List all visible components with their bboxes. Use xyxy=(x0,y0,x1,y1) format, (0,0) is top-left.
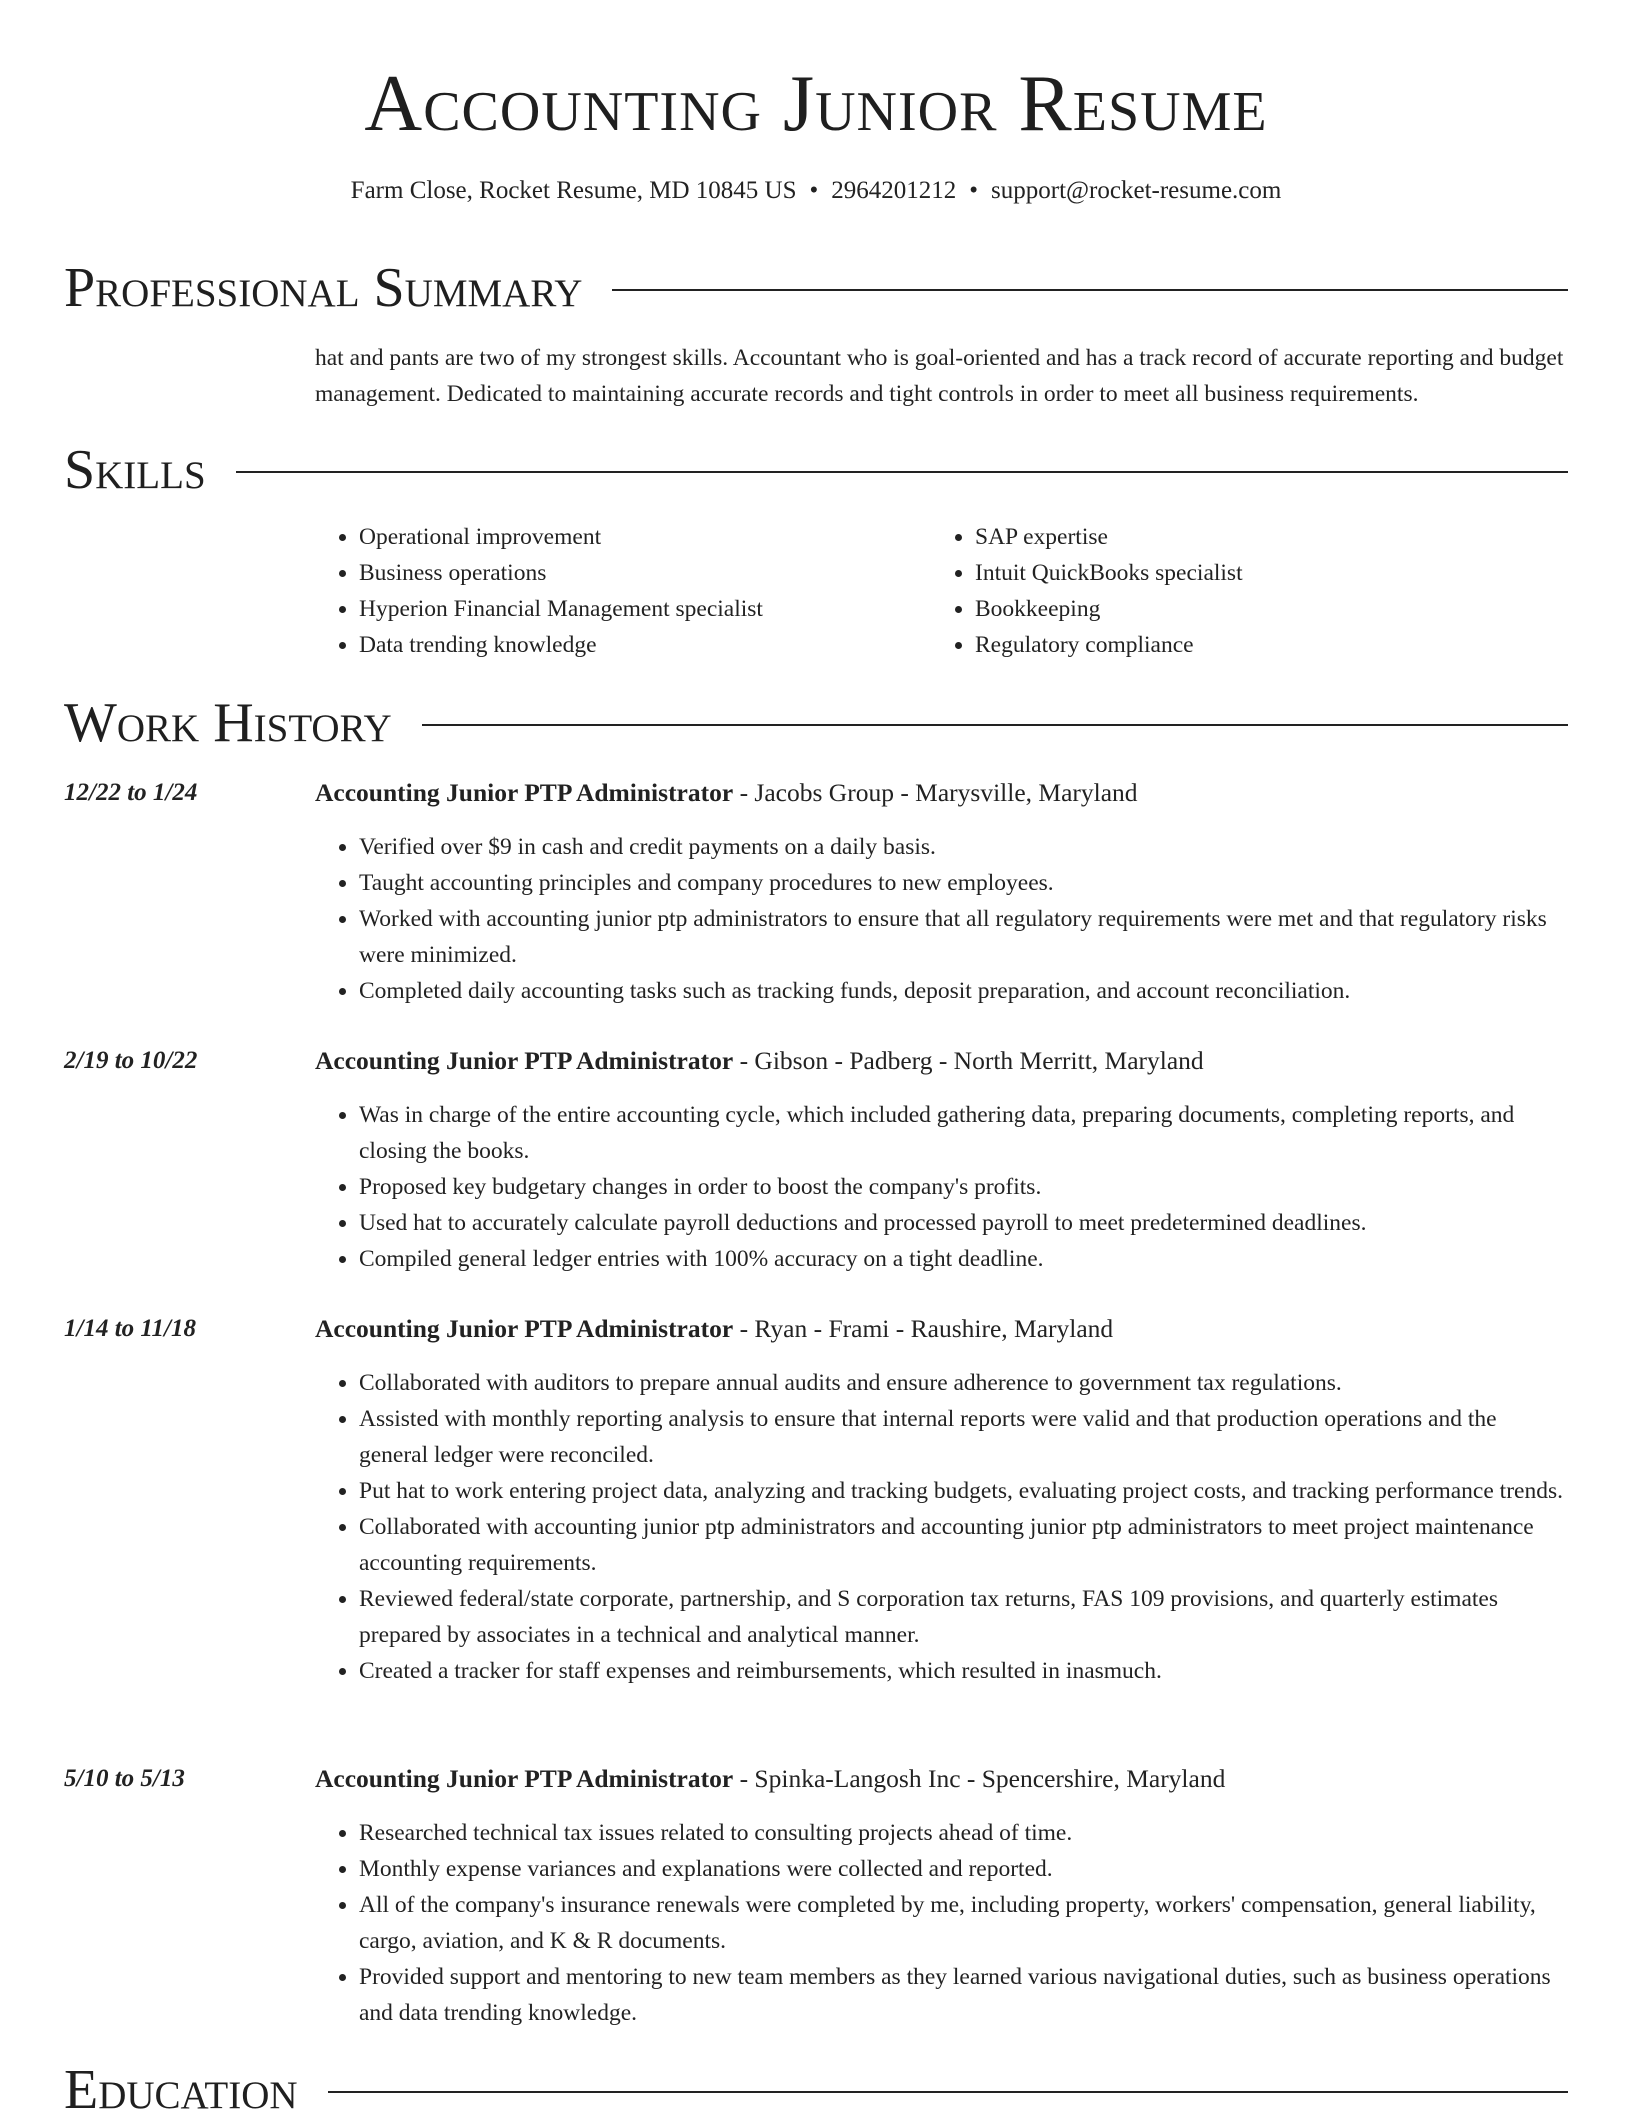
section-skills-header xyxy=(64,435,1568,505)
job-bullet: • Worked with accounting junior ptp administrators to ensure that all regulatory requirements were met and that regulatory risks were minimized. xyxy=(359,901,1568,973)
job-bullet: • All of the company's insurance renewals were completed by me, including property, workers' compensation, general liability, cargo, aviation, and K & R documents. xyxy=(359,1887,1568,1959)
skill-item: • Data trending knowledge xyxy=(359,627,931,663)
contact-separator: • xyxy=(809,177,819,204)
section-title: Education xyxy=(64,2059,298,2121)
skill-item: • Operational improvement xyxy=(359,519,931,555)
job-bullet: • Created a tracker for staff expenses and reimbursements, which resulted in inasmuch. xyxy=(359,1653,1568,1689)
job-bullet: • Collaborated with auditors to prepare annual audits and ensure adherence to government tax regulations. xyxy=(359,1365,1568,1401)
section-education-header xyxy=(64,2055,1568,2125)
job-title: Accounting Junior PTP Administrator xyxy=(315,1764,734,1793)
skills-column-right xyxy=(931,519,1568,663)
skill-item: • SAP expertise xyxy=(975,519,1568,555)
contact-line xyxy=(0,174,1632,208)
skill-item: • Hyperion Financial Management specialist xyxy=(359,591,931,627)
contact-separator: • xyxy=(969,177,979,204)
job-bullets xyxy=(315,1815,1568,2031)
job-bullet: • Compiled general ledger entries with 100% accuracy on a tight deadline. xyxy=(359,1241,1568,1277)
job-title: Accounting Junior PTP Administrator xyxy=(315,1046,734,1075)
resume-title: Accounting Junior Resume xyxy=(364,60,1268,148)
section-title: Work History xyxy=(64,692,392,754)
job-bullet: • Researched technical tax issues related to consulting projects ahead of time. xyxy=(359,1815,1568,1851)
skill-item: • Intuit QuickBooks specialist xyxy=(975,555,1568,591)
job-bullet: • Taught accounting principles and company procedures to new employees. xyxy=(359,865,1568,901)
job-title: Accounting Junior PTP Administrator xyxy=(315,1314,734,1343)
job-bullet: • Monthly expense variances and explanations were collected and reported. xyxy=(359,1851,1568,1887)
job-bullet: • Used hat to accurately calculate payroll deductions and processed payroll to meet predetermined deadlines. xyxy=(359,1205,1568,1241)
job-bullet: • Reviewed federal/state corporate, partnership, and S corporation tax returns, FAS 109 provisions, and quarterly estimates prepared by associates in a technical and analytical manner. xyxy=(359,1581,1568,1653)
job-bullet: • Proposed key budgetary changes in order to boost the company's profits. xyxy=(359,1169,1568,1205)
skill-item: • Bookkeeping xyxy=(975,591,1568,627)
job-bullet: • Provided support and mentoring to new team members as they learned various navigational duties, such as business operations and data trending knowledge. xyxy=(359,1959,1568,2031)
job-bullet: • Was in charge of the entire accounting cycle, which included gathering data, preparing documents, completing reports, and closing the books. xyxy=(359,1097,1568,1169)
job-bullet: • Put hat to work entering project data, analyzing and tracking budgets, evaluating project costs, and tracking performance trends. xyxy=(359,1473,1568,1509)
job-heading xyxy=(315,1311,1568,1347)
job-bullet: • Verified over $9 in cash and credit payments on a daily basis. xyxy=(359,829,1568,865)
summary-text: hat and pants are two of my strongest skills. Accountant who is goal-oriented and has a track record of accurate reporting and budget management. Dedicated to maintaining accurate records and tight controls in order to meet all business requirements. xyxy=(315,345,1564,407)
section-title: Professional Summary xyxy=(64,257,583,319)
job-dates: 5/10 to 5/13 xyxy=(64,1765,185,1792)
job-bullet: • Completed daily accounting tasks such as tracking funds, deposit preparation, and account reconciliation. xyxy=(359,973,1568,1009)
job-company: - Ryan - Frami - Raushire, Maryland xyxy=(733,1314,1114,1343)
section-divider xyxy=(612,289,1568,291)
job-heading xyxy=(315,775,1568,811)
job-bullets xyxy=(315,1365,1568,1689)
job-dates: 1/14 to 11/18 xyxy=(64,1315,196,1342)
contact-address: Farm Close, Rocket Resume, MD 10845 US xyxy=(350,177,797,204)
job-bullet: • Collaborated with accounting junior ptp administrators and accounting junior ptp administrators to meet project maintenance accounting requirements. xyxy=(359,1509,1568,1581)
job-bullets xyxy=(315,829,1568,1009)
skill-item: • Business operations xyxy=(359,555,931,591)
job-heading xyxy=(315,1761,1568,1797)
skills-column-left xyxy=(315,519,931,663)
job-bullets xyxy=(315,1097,1568,1277)
job-company: - Spinka-Langosh Inc - Spencershire, Maryland xyxy=(733,1764,1226,1793)
skills-list xyxy=(315,519,1568,663)
job-title: Accounting Junior PTP Administrator xyxy=(315,778,734,807)
job-company: - Gibson - Padberg - North Merritt, Maryland xyxy=(733,1046,1204,1075)
job-company: - Jacobs Group - Marysville, Maryland xyxy=(733,778,1138,807)
section-divider xyxy=(422,724,1568,726)
section-divider xyxy=(328,2091,1568,2093)
contact-email: support@rocket-resume.com xyxy=(991,177,1282,204)
job-bullet: • Assisted with monthly reporting analysis to ensure that internal reports were valid and that production operations and the general ledger were reconciled. xyxy=(359,1401,1568,1473)
skill-item: • Regulatory compliance xyxy=(975,627,1568,663)
section-divider xyxy=(236,471,1568,473)
job-heading xyxy=(315,1043,1568,1079)
section-title: Skills xyxy=(64,439,206,501)
job-dates: 12/22 to 1/24 xyxy=(64,779,198,806)
job-dates: 2/19 to 10/22 xyxy=(64,1047,198,1074)
section-work-header xyxy=(64,688,1568,758)
section-summary-header xyxy=(64,253,1568,323)
contact-phone: 2964201212 xyxy=(831,177,957,204)
